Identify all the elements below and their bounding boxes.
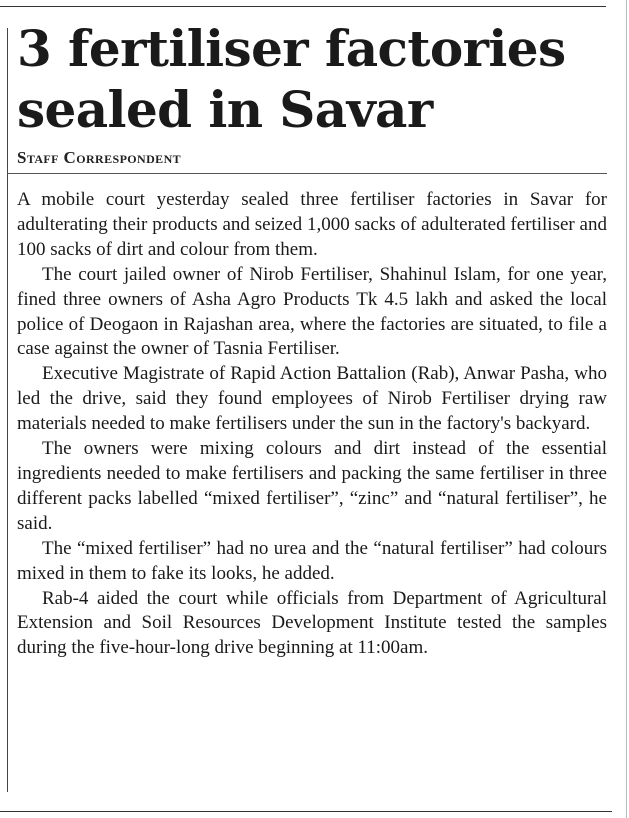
article-paragraph-4: The owners were mixing colours and dirt instead of the essential ingredients needed to make fertilisers and packing the same fertiliser in three different packs labelled “mixed fertiliser”, “zinc” and “natural fertiliser”, he said. <box>17 438 607 534</box>
article-paragraph-5: The “mixed fertiliser” had no urea and the “natural fertiliser” had colours mixed in them to fake its looks, he added. <box>17 537 607 584</box>
byline-divider <box>7 173 607 174</box>
news-article <box>17 18 607 661</box>
article-body <box>17 188 607 661</box>
top-divider-rule <box>0 6 606 7</box>
page-edge-rule <box>626 0 627 818</box>
bottom-divider-rule <box>0 811 612 812</box>
article-byline: Staff Correspondent <box>17 148 182 167</box>
column-divider-rule <box>7 28 8 792</box>
article-paragraph-3: Executive Magistrate of Rapid Action Battalion (Rab), Anwar Pasha, who led the drive, said they found employees of Nirob Fertiliser drying raw materials needed to make fertilisers under the sun in the factory's backyard. <box>17 363 607 435</box>
article-headline: 3 fertiliser factories sealed in Savar <box>17 19 566 139</box>
article-paragraph-1: A mobile court yesterday sealed three fertiliser factories in Savar for adulterating their products and seized 1,000 sacks of adulterated fertiliser and 100 sacks of dirt and colour from them. <box>17 189 607 260</box>
article-paragraph-6: Rab-4 aided the court while officials from Department of Agricultural Extension and Soil Resources Development Institute tested the samples during the five-hour-long drive beginning at 11:00am. <box>17 587 607 659</box>
article-paragraph-2: The court jailed owner of Nirob Fertiliser, Shahinul Islam, for one year, fined three owners of Asha Agro Products Tk 4.5 lakh and asked the local police of Deogaon in Rajashan area, where the factories are situated, to file a case against the owner of Tasnia Fertiliser. <box>17 263 607 360</box>
